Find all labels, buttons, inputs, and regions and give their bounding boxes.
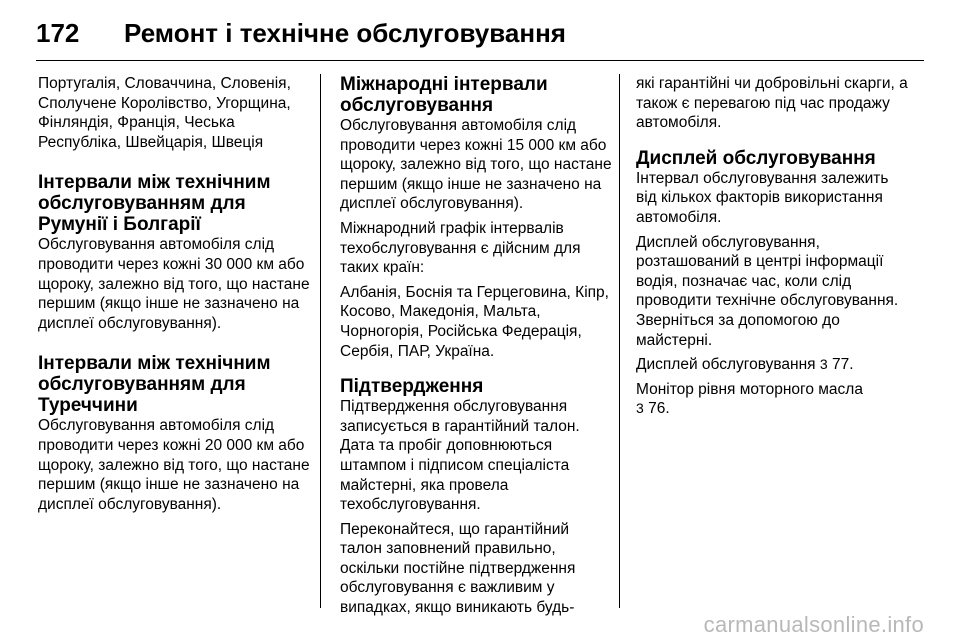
page-reference-arrow-icon: 3 bbox=[636, 400, 644, 417]
header-divider bbox=[36, 60, 924, 61]
romania-bulgaria-body: Обслуговування автомобіля слід проводити через кожні 30 000 км або щороку, залежно від того, що настане першим (якщо інше не зазначено на дисплеї обслуговування). bbox=[38, 236, 310, 332]
service-display-body: Інтервал обслуговування залежить від кількох факторів використання автомобіля. bbox=[636, 169, 889, 226]
page-reference-arrow-icon: 3 bbox=[819, 356, 828, 373]
international-country-list: Албанія, Боснія та Герцеговина, Кіпр, Косово, Македонія, Мальта, Чорногорія, Російська Федерація, Сербія, ПАР, Україна. bbox=[340, 283, 609, 360]
column-divider-1 bbox=[320, 74, 321, 608]
column-3 bbox=[636, 74, 908, 424]
confirmation-note: Переконайтеся, що гарантійний талон заповнений правильно, оскільки постійне підтвердження обслуговування є важливим у випадках, якщо виникають будь- bbox=[340, 520, 576, 617]
oil-level-reference-text: Монітор рівня моторного масла bbox=[636, 380, 863, 398]
confirmation-body: Підтвердження обслуговування записується в гарантійний талон. Дата та пробіг доповнюються штампом і підписом спеціаліста майстерні, яка провела техобслуговування. bbox=[340, 398, 580, 514]
service-display-page-link[interactable]: 77. bbox=[832, 356, 854, 374]
confirmation-heading: Підтвердження bbox=[340, 376, 484, 398]
international-schedule-note: Міжнародний графік інтервалів техобслуговування є дійсним для таких країн: bbox=[340, 219, 581, 277]
service-display-heading: Дисплей обслуговування bbox=[636, 147, 876, 169]
column-divider-2 bbox=[619, 74, 620, 608]
column-2 bbox=[340, 74, 612, 623]
page-title: Ремонт і технічне обслуговування bbox=[124, 18, 566, 48]
oil-level-page-link[interactable]: 76. bbox=[648, 400, 670, 418]
service-display-location: Дисплей обслуговування, розташований в центрі інформації водія, позначає час, коли слід проводити технічне обслуговування. Зверніться за допомогою до майстерні. bbox=[636, 233, 899, 349]
page-number: 172 bbox=[36, 18, 80, 48]
column-1 bbox=[38, 74, 310, 519]
confirmation-note-continuation: які гарантійні чи добровільні скарги, а також є перевагою під час продажу автомобіля. bbox=[636, 75, 908, 132]
romania-bulgaria-heading: Інтервали між технічним обслуговуванням для Румунії і Болгарії bbox=[38, 172, 271, 236]
page-header bbox=[36, 18, 566, 49]
international-intervals-body: Обслуговування автомобіля слід проводити через кожні 15 000 км або щороку, залежно від того, що настане першим (якщо інше не зазначено на дисплеї обслуговування). bbox=[340, 117, 612, 213]
international-intervals-heading: Міжнародні інтервали обслуговування bbox=[340, 74, 548, 116]
turkey-body: Обслуговування автомобіля слід проводити через кожні 20 000 км або щороку, залежно від того, що настане першим (якщо інше не зазначено на дисплеї обслуговування). bbox=[38, 417, 310, 513]
service-display-reference bbox=[636, 355, 908, 375]
turkey-heading: Інтервали між технічним обслуговуванням для Туреччини bbox=[38, 353, 271, 417]
watermark: carmanualsonline.info bbox=[703, 612, 924, 637]
country-list-continuation: Португалія, Словаччина, Словенія, Сполучене Королівство, Угорщина, Фінляндія, Франція, Чеська Республіка, Швейцарія, Швеція bbox=[38, 75, 291, 151]
oil-level-reference bbox=[636, 380, 908, 419]
service-display-reference-text: Дисплей обслуговування bbox=[636, 356, 816, 374]
